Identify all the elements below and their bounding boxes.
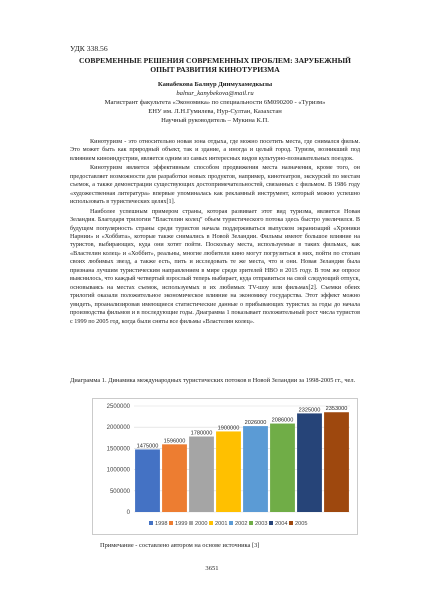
legend-entry: 2000	[195, 521, 208, 527]
page-number: 3651	[205, 565, 219, 572]
bar-2003	[270, 424, 295, 512]
legend-entry: 2003	[255, 521, 268, 527]
data-label: 2086000	[271, 417, 294, 424]
data-label: 2026000	[244, 420, 267, 427]
legend-swatch	[189, 521, 193, 525]
legend-swatch	[169, 521, 173, 525]
paragraph: Наиболее успешным примером страны, которая развивает этот вид туризма, является Новая Зеландия. Благодаря трилогии "Властелин колец" объем туристического потока здесь быстро увеличился. В будущем популярность страны среди туристов начала поддерживаться выпуском экранизаций «Хроники Нарнии» и «Хоббита», которые также снимались в Новой Зеландии. Фильмы имеют большое влияние на туристов, выбирающих, куда они хотят пойти. Поскольку места, используемые в таких фильмах, как «Властелин колец» и «Хоббит», реальны, многие любители кино могут погрузиться в них, пойти по стопам своих любимых звезд, а также есть, пить и исследовать те же места, что и они. Новая Зеландия была признана лучшим туристическим направлением в мире среди зрителей HBO в 2015 году. В том же опросе выяснилось, что каждый четвертый взрослый теперь выбирает, куда отправиться на свой следующий отпуск, основываясь на местах съемок, используемых в их любимых TV-шоу или фильмах[2]. Съемки обеих трилогий оказали положительное экономическое влияние на экономику государства. Этот эффект можно увидеть, проанализировав имеющиеся статистические данные о прибывающих туристах за годы до начала производства фильмов и в последующие годы. Диаграмма 1 показывает положительный рост числа туристов с 1999 по 2005 год, когда были сняты все фильмы «Властелин колец».	[70, 207, 360, 325]
legend-swatch	[229, 521, 233, 525]
y-tick-label: 500000	[109, 488, 130, 495]
author-supervisor: Научный руководитель – Мукина К.П.	[161, 117, 269, 124]
author-affiliation-2: ЕНУ им. Л.Н.Гумилева, Нур-Султан, Казахстан	[148, 108, 282, 115]
data-label: 1780000	[190, 430, 213, 437]
bar-2005	[324, 412, 349, 512]
data-label: 2353000	[325, 406, 348, 413]
bar-1998	[135, 449, 160, 512]
article-body	[70, 138, 360, 327]
legend-swatch	[249, 521, 253, 525]
legend-entry: 2004	[275, 521, 288, 527]
data-label: 1596000	[163, 438, 186, 445]
paragraph: Кинотуризм - это относительно новая зона отдыха, где можно посетить места, где снимался фильм. Это может быть как природный объект, так и здание, а иногда и целый город. Туризм, возникший под влиянием киноиндустрии, является одним из самых интересных видов культурно-познавательных поездок.	[70, 138, 360, 162]
legend-swatch	[209, 521, 213, 525]
data-label: 1900000	[217, 425, 240, 432]
legend-entry: 1998	[155, 521, 168, 527]
y-tick-label: 2500000	[106, 404, 130, 410]
legend-swatch	[269, 521, 273, 525]
legend-entry: 2001	[215, 521, 228, 527]
author-affiliation-1: Магистрант факультета «Экономика» по специальности 6М090200 - «Туризм»	[104, 99, 326, 106]
article-title: СОВРЕМЕННЫЕ РЕШЕНИЯ СОВРЕМЕННЫХ ПРОБЛЕМ: ЗАРУБЕЖНЫЙ ОПЫТ РАЗВИТИЯ КИНОТУРИЗМА	[79, 56, 351, 75]
legend-entry: 2005	[295, 521, 308, 527]
data-label: 2325000	[298, 407, 321, 414]
chart-caption: Диаграмма 1. Динамика международных туристических потоков в Новой Зеландии за 1998-2005 гг., чел.	[70, 377, 356, 384]
bar-2004	[297, 413, 322, 512]
author-block	[70, 80, 360, 125]
bar-1999	[162, 444, 187, 512]
chart-note: Примечание - составлено автором на основе источника [3]	[100, 542, 260, 549]
y-tick-label: 1000000	[106, 467, 130, 474]
legend-entry: 2002	[235, 521, 248, 527]
legend-swatch	[149, 521, 153, 525]
data-label: 1475000	[136, 443, 159, 450]
bar-2000	[189, 437, 214, 512]
paragraph: Кинотуризм является эффективным способом продвижения места назначения, кроме того, он предоставляет возможности для разработки новых продуктов, например, кинотеатров, экскурсий по местам съемок, а также демонстрации существующих достопримечательностей, связанных с фильмом. В 1986 году «художественная литература» впервые упоминалась как рекламный инструмент, который можно успешно использовать в туристических целях[1].	[70, 164, 360, 206]
bar-2001	[216, 431, 241, 512]
y-tick-label: 1500000	[106, 446, 130, 453]
bar-2002	[243, 426, 268, 512]
author-name: Канабекова Балнур Динмухамедкызы	[157, 81, 273, 88]
bar-chart	[92, 398, 358, 535]
legend-entry: 1999	[175, 521, 188, 527]
author-email[interactable]: balnur_kanybekova@mail.ru	[176, 90, 254, 97]
y-tick-label: 0	[126, 510, 130, 516]
y-tick-label: 2000000	[106, 425, 130, 432]
legend-swatch	[289, 521, 293, 525]
udk-code: УДК 338.56	[70, 44, 108, 53]
